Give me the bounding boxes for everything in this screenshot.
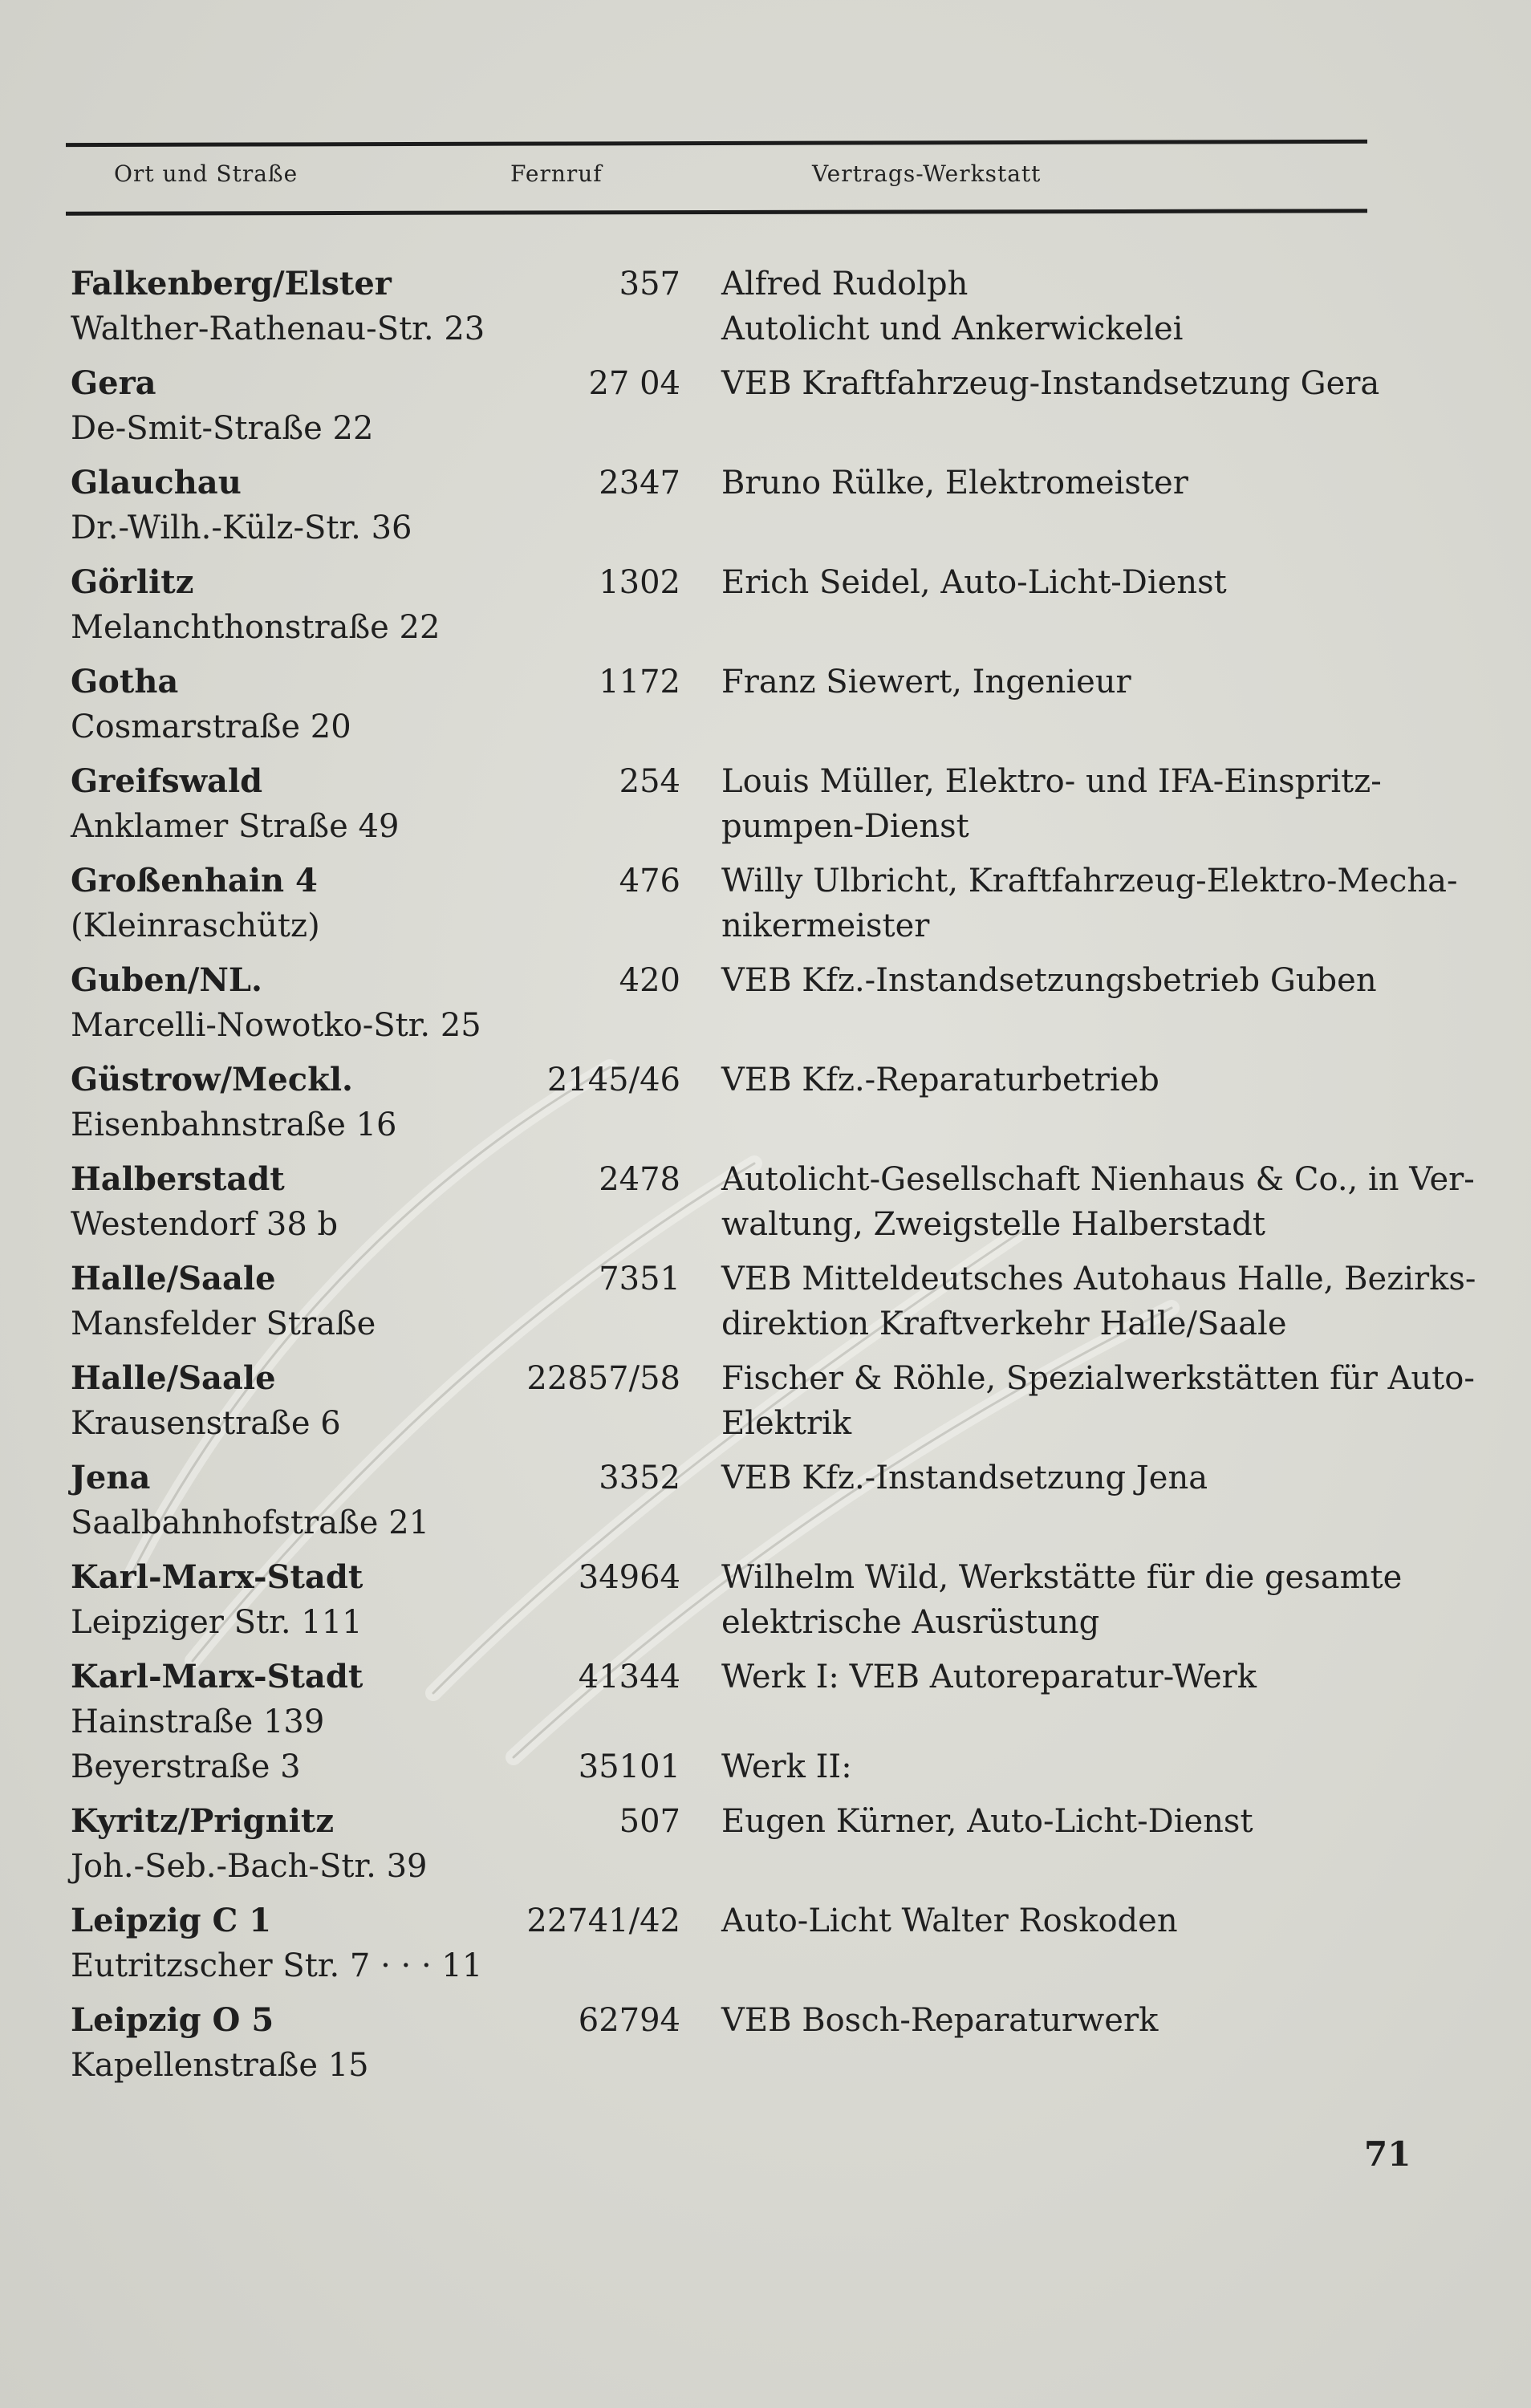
street-address: Westendorf 38 b [71,1206,339,1243]
place-name: Glauchau [71,464,242,501]
street-address: Cosmarstraße 20 [71,709,351,745]
place-name: Großenhain 4 [71,862,318,899]
workshop-name: Wilhelm Wild, Werkstätte für die gesamte [721,1559,1403,1596]
workshop-name: Alfred Rudolph [721,266,969,303]
place-name: Karl-Marx-Stadt [71,1558,363,1596]
place-name: Gera [71,364,156,402]
phone-number: 35101 [578,1748,680,1785]
phone-number: 254 [619,763,680,800]
workshop-name: Fischer & Röhle, Spezialwerkstätten für Auto- [721,1360,1475,1397]
phone-number: 420 [619,962,680,999]
place-name: Gotha [71,663,179,700]
street-address: Dr.-Wilh.-Külz-Str. 36 [71,510,412,546]
phone-number: 34964 [578,1559,680,1596]
phone-number: 22741/42 [526,1902,680,1939]
table-row [71,1655,1395,1744]
table-row [71,1157,1475,1247]
phone-number: 2478 [599,1161,680,1198]
workshop-name-continued: elektrische Ausrüstung [721,1604,1100,1641]
table-row [71,759,1395,849]
phone-number: 62794 [578,2002,680,2039]
workshop-name: Eugen Kürner, Auto-Licht-Dienst [721,1803,1253,1840]
place-name: Leipzig O 5 [71,2001,274,2039]
column-header-firm: Vertrags-Werkstatt [812,160,1042,187]
workshop-name: Willy Ulbricht, Kraftfahrzeug-Elektro-Mecha- [721,863,1458,899]
workshop-name-continued: Elektrik [721,1405,852,1442]
place-name: Halle/Saale [71,1359,276,1397]
workshop-name: VEB Bosch-Reparaturwerk [721,2002,1159,2039]
workshop-name: VEB Kfz.-Instandsetzungsbetrieb Guben [721,962,1377,999]
workshop-name-continued: direktion Kraftverkehr Halle/Saale [721,1306,1287,1342]
place-name: Leipzig C 1 [71,1902,272,1939]
workshop-name: Franz Siewert, Ingenieur [721,664,1131,700]
page-number: 71 [1364,2134,1411,2174]
street-address: Eisenbahnstraße 16 [71,1107,397,1143]
phone-number: 7351 [599,1261,680,1297]
phone-number: 2347 [599,465,680,501]
phone-number: 357 [619,266,680,303]
table-row [71,1744,1395,1789]
phone-number: 3352 [599,1460,680,1496]
street-address: Kapellenstraße 15 [71,2047,369,2084]
table-row [71,560,1395,650]
workshop-table [71,262,1476,2097]
table-row [71,859,1458,948]
workshop-name: Autolicht-Gesellschaft Nienhaus & Co., in Ver- [721,1161,1475,1198]
street-address: Leipziger Str. 111 [71,1604,363,1641]
place-name: Falkenberg/Elster [71,265,392,303]
workshop-name: VEB Kraftfahrzeug-Instandsetzung Gera [721,365,1380,402]
place-name: Karl-Marx-Stadt [71,1658,363,1695]
street-address: Anklamer Straße 49 [71,808,400,845]
table-row [71,660,1395,749]
table-row [71,1799,1395,1889]
place-name: Greifswald [71,762,263,800]
table-row [71,1257,1476,1346]
workshop-name-continued: nikermeister [721,908,930,944]
place-name: Halberstadt [71,1160,285,1198]
street-address: Melanchthonstraße 22 [71,609,441,646]
table-row [71,1356,1475,1446]
place-name: Halle/Saale [71,1260,276,1297]
workshop-name: Werk II: [721,1748,852,1785]
table-row [71,1058,1395,1147]
header-bottom-rule [66,209,1367,215]
phone-number: 41344 [578,1659,680,1695]
workshop-name: Bruno Rülke, Elektromeister [721,465,1188,501]
table-row [71,1898,1395,1988]
street-address: Marcelli-Nowotko-Str. 25 [71,1007,481,1044]
place-name: Jena [71,1459,151,1496]
workshop-name: VEB Kfz.-Instandsetzung Jena [721,1460,1208,1496]
workshop-name: Louis Müller, Elektro- und IFA-Einspritz- [721,763,1382,800]
phone-number: 22857/58 [526,1360,680,1397]
street-address: Beyerstraße 3 [71,1748,301,1785]
phone-number: 2145/46 [546,1062,680,1098]
table-row [71,361,1395,451]
table-row [71,1998,1395,2088]
header-top-rule [66,140,1367,147]
column-header-phone: Fernruf [510,160,603,187]
street-address: Eutritzscher Str. 7 · · · 11 [71,1947,483,1984]
street-address: Joh.-Seb.-Bach-Str. 39 [71,1848,428,1885]
place-name: Guben/NL. [71,961,262,999]
street-address: Mansfelder Straße [71,1306,376,1342]
street-address: Saalbahnhofstraße 21 [71,1504,430,1541]
street-address: Krausenstraße 6 [71,1405,341,1442]
workshop-name: Werk I: VEB Autoreparatur-Werk [721,1659,1257,1695]
phone-number: 507 [619,1803,680,1840]
workshop-name: Auto-Licht Walter Roskoden [721,1902,1178,1939]
table-row [71,461,1395,550]
workshop-name: VEB Kfz.-Reparaturbetrieb [721,1062,1159,1098]
workshop-name-continued: pumpen-Dienst [721,808,969,845]
table-row [71,262,1395,351]
place-name: Kyritz/Prignitz [71,1802,335,1840]
table-row [71,958,1395,1048]
street-address: Walther-Rathenau-Str. 23 [71,311,485,347]
street-address: Hainstraße 139 [71,1703,325,1740]
place-name: Görlitz [71,563,194,601]
column-header-place: Ort und Straße [114,160,298,187]
workshop-name-continued: Autolicht und Ankerwickelei [721,311,1184,347]
phone-number: 476 [619,863,680,899]
phone-number: 1172 [599,664,680,700]
table-row [71,1456,1395,1545]
street-address: (Kleinraschütz) [71,908,320,944]
workshop-name: Erich Seidel, Auto-Licht-Dienst [721,564,1227,601]
phone-number: 27 04 [588,365,680,402]
workshop-name-continued: waltung, Zweigstelle Halberstadt [721,1206,1265,1243]
place-name: Güstrow/Meckl. [71,1061,353,1098]
phone-number: 1302 [599,564,680,601]
table-row [71,1555,1403,1645]
workshop-name: VEB Mitteldeutsches Autohaus Halle, Bezirks- [721,1261,1476,1297]
street-address: De-Smit-Straße 22 [71,410,374,447]
